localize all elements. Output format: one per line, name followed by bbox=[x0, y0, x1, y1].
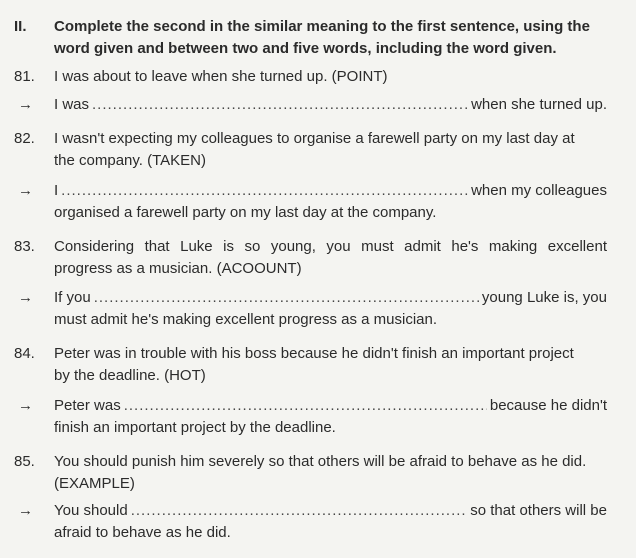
answer-blank[interactable] bbox=[61, 180, 468, 202]
section-numeral: II. bbox=[14, 18, 27, 35]
instruction-line-1: Complete the second in the similar meaning to the first sentence, using the bbox=[54, 18, 590, 35]
answer-prefix: You should bbox=[54, 502, 128, 519]
answer-blank[interactable] bbox=[131, 500, 468, 522]
answer-text-line-2: afraid to behave as he did. bbox=[54, 524, 231, 541]
answer-blank[interactable] bbox=[94, 287, 479, 309]
question-text-line-2: progress as a musician. (ACOOUNT) bbox=[54, 260, 302, 277]
question-text-line-1: Considering that Luke is so young, you must admit he's making excellent bbox=[54, 238, 607, 255]
question-number: 82. bbox=[14, 130, 35, 147]
question-text-line-2: (EXAMPLE) bbox=[54, 475, 135, 492]
question-text-line-1: Peter was in trouble with his boss because he didn't finish an important project bbox=[54, 345, 574, 362]
arrow-icon: → bbox=[18, 502, 33, 519]
answer-text-line-2: must admit he's making excellent progress as a musician. bbox=[54, 311, 438, 328]
question-text-line-2: by the deadline. (HOT) bbox=[54, 367, 206, 384]
answer-prefix: I was bbox=[54, 96, 90, 113]
question-text-line-1: You should punish him severely so that others will be afraid to behave as he did. bbox=[54, 453, 587, 470]
answer-suffix: when my colleagues bbox=[471, 182, 607, 199]
answer-prefix: Peter was bbox=[54, 397, 121, 414]
section-instruction bbox=[54, 16, 607, 60]
question-number: 83. bbox=[14, 238, 35, 255]
answer-prefix: If you bbox=[54, 289, 91, 306]
question-text-line-1: I wasn't expecting my colleagues to organise a farewell party on my last day at bbox=[54, 130, 575, 147]
answer-suffix: when she turned up. bbox=[471, 96, 607, 113]
arrow-icon: → bbox=[18, 397, 33, 414]
answer-prefix: I bbox=[54, 182, 59, 199]
instruction-line-2: word given and between two and five words, including the word given. bbox=[54, 40, 557, 57]
answer-text-line-2: organised a farewell party on my last day at the company. bbox=[54, 204, 437, 221]
answer-suffix: because he didn't bbox=[489, 397, 607, 414]
arrow-icon: → bbox=[18, 182, 33, 199]
question-number: 81. bbox=[14, 68, 35, 85]
question-text-line-2: the company. (TAKEN) bbox=[54, 152, 206, 169]
answer-blank[interactable] bbox=[124, 395, 487, 417]
question-number: 85. bbox=[14, 453, 35, 470]
answer-suffix: young Luke is, you bbox=[481, 289, 607, 306]
question-text-line-1: I was about to leave when she turned up. (POINT) bbox=[54, 68, 388, 85]
arrow-icon: → bbox=[18, 289, 33, 306]
question-number: 84. bbox=[14, 345, 35, 362]
answer-suffix: so that others will be bbox=[470, 502, 607, 519]
answer-text-line-2: finish an important project by the deadline. bbox=[54, 419, 336, 436]
answer-blank[interactable] bbox=[92, 94, 468, 116]
arrow-icon: → bbox=[18, 96, 33, 113]
